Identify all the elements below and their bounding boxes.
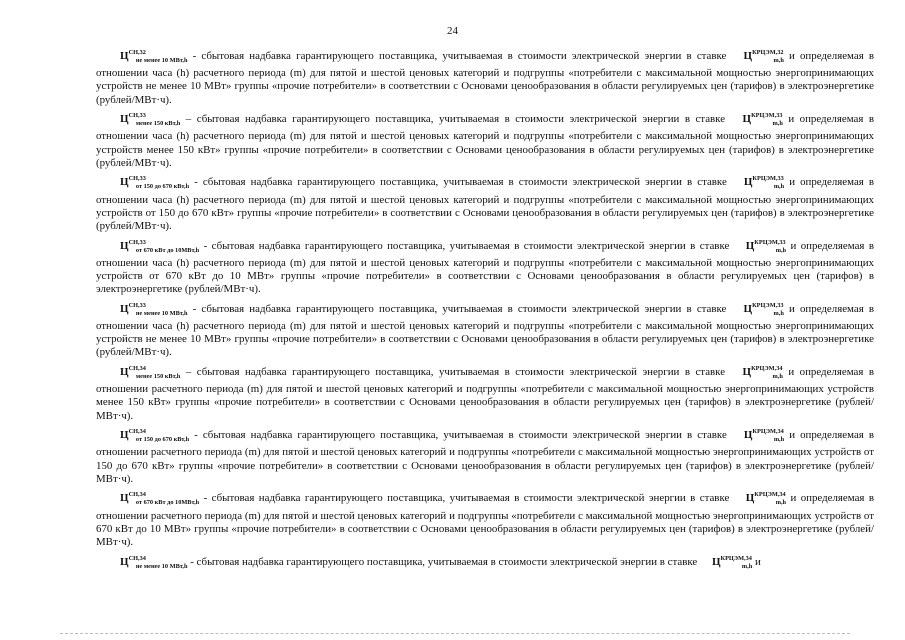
- scan-edge-divider: [60, 633, 850, 635]
- paragraph-text: и определяемая в отношении расчетного периода (m) для пятой и шестой ценовых категорий и подгруппы «потребители с максимальной мощностью энергопринимающих устройств менее 150 кВт» группы «прочие потребители» в соответствии с Основами ценообразования в области регулируемых цен (тарифов) в электроэнергетике (рублей/МВт·ч).: [96, 366, 874, 422]
- paragraph-text: и определяемая в отношении часа (h) расчетного периода (m) для пятой и шестой ценовых категорий и подгруппы «потребители с максимальной мощностью энергопринимающих устройств от 150 до 670 кВт» группы «прочие потребители» в соответствии с Основами ценообразования в области регулируемых цен (тарифов) в электроэнергетике (рублей/МВт·ч).: [96, 176, 874, 233]
- tariff-symbol: $Ц^{СН,34}_{от 150 до 670 кВт,h}$: [120, 428, 190, 444]
- paragraph: [96, 362, 874, 423]
- paragraph-text: - сбытовая надбавка гарантирующего поставщика, учитываемая в стоимости электрической энергии в ставке: [187, 50, 732, 62]
- paragraph-text: – сбытовая надбавка гарантирующего поставщика, учитываемая в стоимости электрической энергии в ставке: [180, 366, 731, 379]
- paragraph-text: и: [752, 555, 761, 568]
- paragraph: [96, 236, 874, 297]
- paragraph: [96, 488, 874, 549]
- paragraph-text: - сбытовая надбавка гарантирующего поставщика, учитываемая в стоимости электрической энергии в ставке: [199, 239, 734, 252]
- rate-symbol: $Ц^{КРЦЭМ,33}_{m,h}$: [743, 175, 785, 191]
- rate-symbol: $Ц^{КРЦЭМ,33}_{m,h}$: [742, 112, 783, 128]
- document-body: [96, 46, 874, 575]
- paragraph-text: и определяемая в отношении расчетного периода (m) для пятой и шестой ценовых категорий и подгруппы «потребители с максимальной мощностью энергопринимающих устройств от 670 кВт до 10 МВт» группы «прочие потребители» в соответствии с Основами ценообразования в области регулируемых цен (тарифов) в электроэнергетике (рублей/МВт·ч).: [96, 492, 874, 549]
- paragraph: [96, 46, 874, 107]
- paragraph-text: - сбытовая надбавка гарантирующего поставщика, учитываемая в стоимости электрической энергии в ставке: [199, 492, 734, 505]
- paragraph: [96, 552, 874, 573]
- paragraph-text: – сбытовая надбавка гарантирующего поставщика, учитываемая в стоимости электрической энергии в ставке: [180, 113, 731, 126]
- paragraph-text: и определяемая в отношении часа (h) расчетного периода (m) для пятой и шестой ценовых категорий и подгруппы «потребители с максимальной мощностью энергопринимающих устройств не менее 10 МВт» группы «прочие потребители» в соответствии с Основами ценообразования в области регулируемых цен (тарифов) в электроэнергетике (рублей/МВт·ч).: [96, 50, 874, 106]
- rate-symbol: $Ц^{КРЦЭМ,32}_{m,h}$: [743, 49, 784, 64]
- paragraph-text: - сбытовая надбавка гарантирующего поставщика, учитываемая в стоимости электрической энергии в ставке: [189, 429, 732, 442]
- tariff-symbol: $Ц^{СН,32}_{не менее 10 МВт,h}$: [120, 49, 188, 64]
- paragraph: [96, 299, 874, 360]
- tariff-symbol: $Ц^{СН,34}_{от 670 кВт до 10МВт,h}$: [120, 491, 200, 507]
- paragraph: [96, 425, 874, 486]
- tariff-symbol: $Ц^{СН,34}_{не менее 10 МВт,h}$: [120, 554, 188, 570]
- paragraph: [96, 172, 874, 233]
- paragraph-text: и определяемая в отношении расчетного периода (m) для пятой и шестой ценовых категорий и подгруппы «потребители с максимальной мощностью энергопринимающих устройств от 150 до 670 кВт» группы «прочие потребители» в соответствии с Основами ценообразования в области регулируемых цен (тарифов) в электроэнергетике (рублей/МВт·ч).: [96, 429, 874, 485]
- paragraph-text: и определяемая в отношении часа (h) расчетного периода (m) для пятой и шестой ценовых категорий и подгруппы «потребители с максимальной мощностью энергопринимающих устройств не менее 10 МВт» группы «прочие потребители» в соответствии с Основами ценообразования в области регулируемых цен (тарифов) в электроэнергетике (рублей/МВт·ч).: [96, 302, 874, 359]
- paragraph-text: - сбытовая надбавка гарантирующего поставщика, учитываемая в стоимости электрической энергии в ставке: [187, 555, 700, 568]
- rate-symbol: $Ц^{КРЦЭМ,34}_{m,h}$: [711, 554, 753, 570]
- page-number: 24: [447, 25, 458, 37]
- tariff-symbol: $Ц^{СН,34}_{менее 150 кВт,h}$: [120, 365, 181, 381]
- tariff-symbol: $Ц^{СН,33}_{от 150 до 670 кВт,h}$: [120, 175, 190, 191]
- rate-symbol: $Ц^{КРЦЭМ,33}_{m,h}$: [745, 238, 787, 254]
- paragraph: [96, 109, 874, 170]
- tariff-symbol: $Ц^{СН,33}_{от 670 кВт до 10МВт,h}$: [120, 238, 200, 254]
- rate-symbol: $Ц^{КРЦЭМ,33}_{m,h}$: [743, 301, 784, 317]
- tariff-symbol: $Ц^{СН,33}_{не менее 10 МВт,h}$: [120, 301, 188, 317]
- paragraph-text: - сбытовая надбавка гарантирующего поставщика, учитываемая в стоимости электрической энергии в ставке: [187, 302, 732, 315]
- tariff-symbol: $Ц^{СН,33}_{менее 150 кВт,h}$: [120, 112, 181, 128]
- rate-symbol: $Ц^{КРЦЭМ,34}_{m,h}$: [743, 428, 785, 444]
- paragraph-text: - сбытовая надбавка гарантирующего поставщика, учитываемая в стоимости электрической энергии в ставке: [189, 176, 732, 189]
- rate-symbol: $Ц^{КРЦЭМ,34}_{m,h}$: [742, 365, 783, 381]
- rate-symbol: $Ц^{КРЦЭМ,34}_{m,h}$: [745, 491, 787, 507]
- paragraph-text: и определяемая в отношении часа (h) расчетного периода (m) для пятой и шестой ценовых категорий и подгруппы «потребители с максимальной мощностью энергопринимающих устройств от 670 кВт до 10 МВт» группы «прочие потребители» в соответствии с Основами ценообразования в области регулируемых цен (тарифов) в электроэнергетике (рублей/МВт·ч).: [96, 239, 874, 296]
- paragraph-text: и определяемая в отношении часа (h) расчетного периода (m) для пятой и шестой ценовых категорий и подгруппы «потребители с максимальной мощностью энергопринимающих устройств менее 150 кВт» группы «прочие потребители» в соответствии с Основами ценообразования в области регулируемых цен (тарифов) в электроэнергетике (рублей/МВт·ч).: [96, 113, 874, 169]
